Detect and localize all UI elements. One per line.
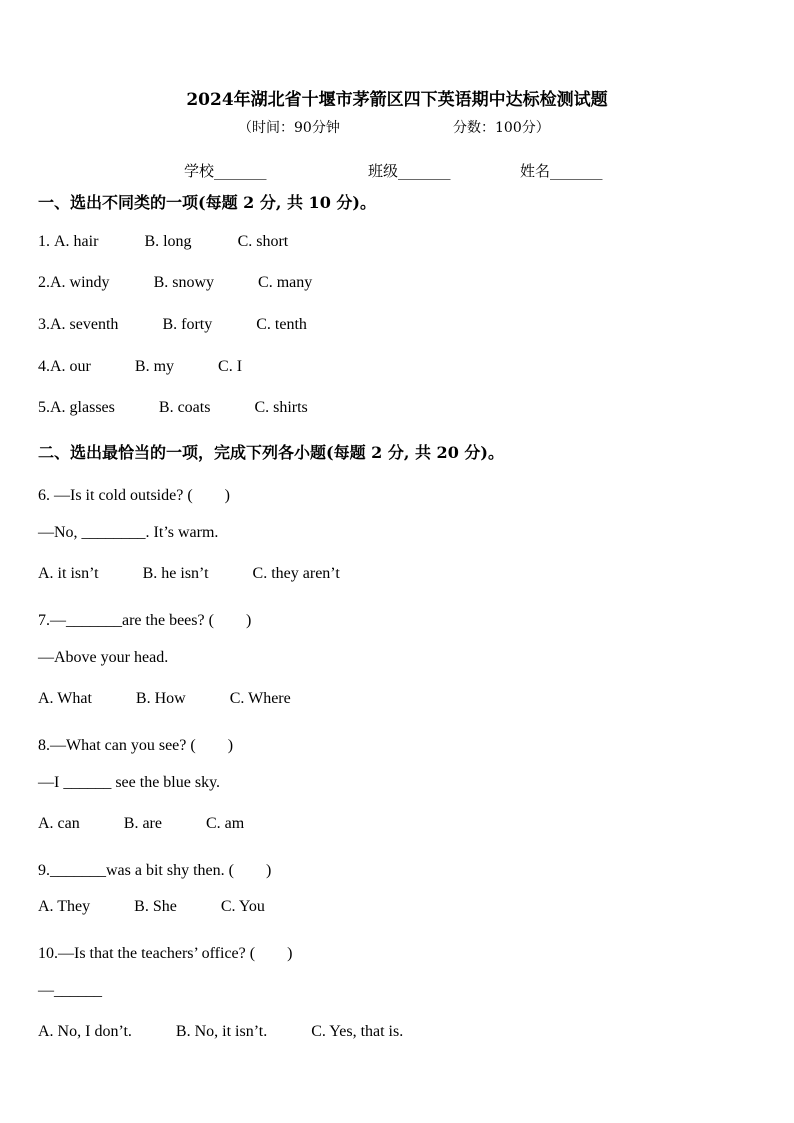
question-6-answer: —No, ________. It’s warm. <box>38 524 219 541</box>
question-9-options <box>38 898 265 916</box>
question-9-stem: 9._______was a bit shy then. ( ) <box>38 862 272 879</box>
option-c[interactable]: C. shirts <box>254 399 308 416</box>
option-a[interactable]: A. They <box>38 898 91 915</box>
question-7-stem: 7.—_______are the bees? ( ) <box>38 612 252 629</box>
name-field[interactable]: 姓名_______ <box>520 162 603 180</box>
option-a[interactable]: A. glasses <box>50 399 115 416</box>
option-c[interactable]: C. You <box>220 898 265 915</box>
section-heading-1: 一、选出不同类的一项(每题 2 分, 共 10 分)。 <box>38 193 376 212</box>
option-c[interactable]: C. am <box>205 815 245 832</box>
option-b[interactable]: B. long <box>144 233 192 250</box>
school-field[interactable]: 学校_______ <box>184 162 267 180</box>
page-title: 2024年湖北省十堰市茅箭区四下英语期中达标检测试题 <box>186 90 608 110</box>
option-a[interactable]: A. seventh <box>50 316 119 333</box>
option-b[interactable]: B. he isn’t <box>142 565 209 582</box>
option-c[interactable]: C. tenth <box>256 316 307 333</box>
option-b[interactable]: B. She <box>134 898 177 915</box>
question-number: 2. <box>38 274 50 291</box>
question-4 <box>38 358 242 376</box>
question-number: 1. <box>38 233 54 250</box>
option-a[interactable]: A. can <box>38 815 80 832</box>
question-6-stem: 6. —Is it cold outside? ( ) <box>38 487 230 504</box>
question-8-answer: —I ______ see the blue sky. <box>38 774 221 791</box>
option-b[interactable]: B. How <box>135 690 186 707</box>
question-3 <box>38 316 307 334</box>
question-10-answer: —______ <box>38 982 102 999</box>
question-10-options <box>38 1023 403 1041</box>
option-b[interactable]: B. No, it isn’t. <box>175 1023 268 1040</box>
option-c[interactable]: C. Yes, that is. <box>311 1023 404 1040</box>
question-7-answer: —Above your head. <box>38 649 169 666</box>
option-c[interactable]: C. Where <box>229 690 291 707</box>
exam-time: （时间：90分钟 <box>238 120 340 136</box>
question-1 <box>38 233 288 251</box>
question-8-options <box>38 815 244 833</box>
option-b[interactable]: B. snowy <box>153 274 215 291</box>
question-8-stem: 8.—What can you see? ( ) <box>38 737 234 754</box>
question-number: 4. <box>38 358 50 375</box>
class-field[interactable]: 班级_______ <box>368 162 451 180</box>
option-c[interactable]: C. many <box>258 274 313 291</box>
question-number: 5. <box>38 399 50 416</box>
question-6-options <box>38 565 340 583</box>
question-5 <box>38 399 308 417</box>
question-7-options <box>38 690 291 708</box>
question-number: 3. <box>38 316 50 333</box>
option-a[interactable]: A. hair <box>54 233 99 250</box>
option-b[interactable]: B. my <box>134 358 175 375</box>
option-a[interactable]: A. it isn’t <box>38 565 99 582</box>
section-heading-2: 二、选出最恰当的一项，完成下列各小题(每题 2 分, 共 20 分)。 <box>38 443 504 462</box>
option-c[interactable]: C. I <box>218 358 243 375</box>
exam-score: 分数：100分） <box>453 120 550 136</box>
question-2 <box>38 274 312 292</box>
option-b[interactable]: B. are <box>123 815 162 832</box>
option-a[interactable]: A. windy <box>50 274 110 291</box>
option-c[interactable]: C. they aren’t <box>252 565 340 582</box>
option-a[interactable]: A. What <box>38 690 92 707</box>
exam-subtitle <box>238 117 550 137</box>
option-b[interactable]: B. forty <box>162 316 213 333</box>
question-10-stem: 10.—Is that the teachers’ office? ( ) <box>38 945 293 962</box>
option-c[interactable]: C. short <box>237 233 289 250</box>
option-a[interactable]: A. No, I don’t. <box>38 1023 132 1040</box>
option-b[interactable]: B. coats <box>158 399 211 416</box>
option-a[interactable]: A. our <box>50 358 91 375</box>
